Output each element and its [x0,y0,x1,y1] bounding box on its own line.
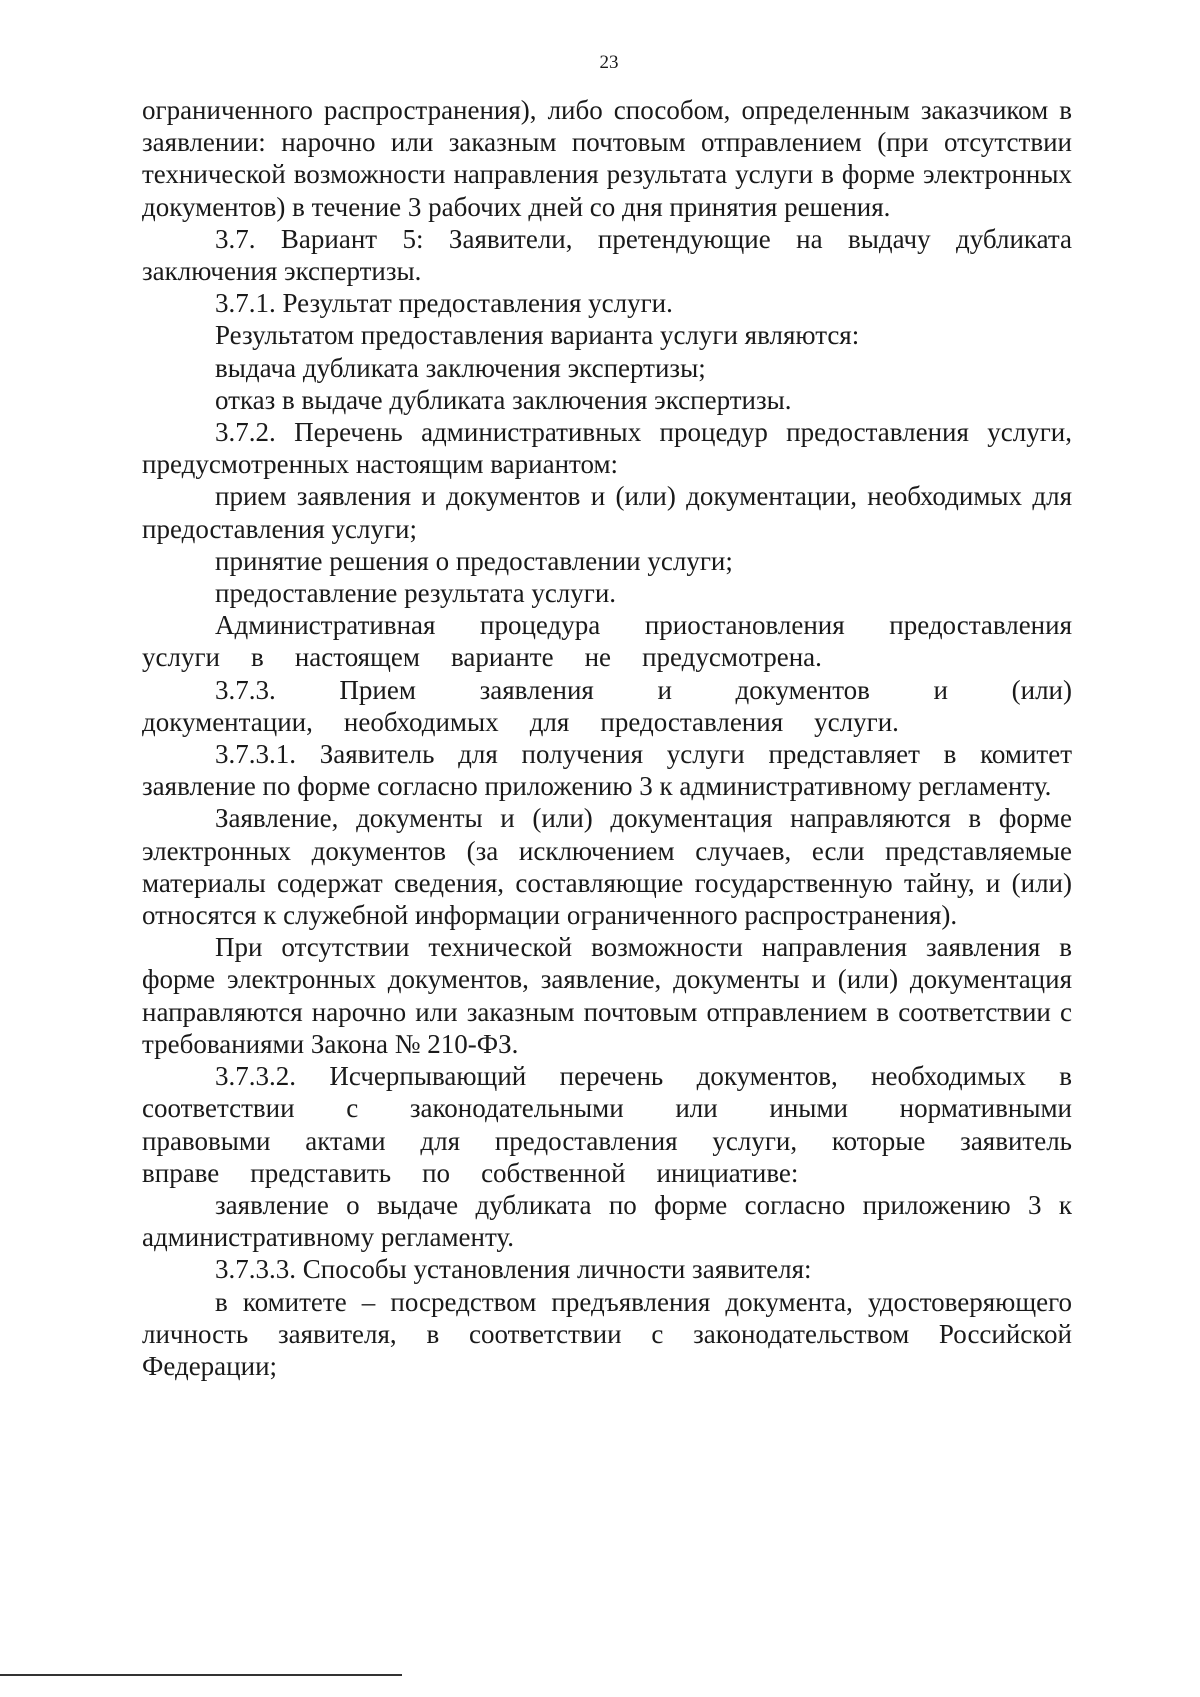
paragraph: принятие решения о предоставлении услуги; [215,545,733,576]
page-number: 23 [599,52,619,73]
paragraph: ограниченного распространения), либо способом, определенным заказчиком в заявлении: нарочно или заказным почтовым отправлением (при отсутствии технической возможности направления результата услуги в форме электронных документов) в течение 3 рабочих дней со дня принятия решения. [142,95,1072,222]
paragraph: Административная процедура приостановления предоставления услуги в настоящем варианте не предусмотрена. [142,610,1072,673]
paragraph: Заявление, документы и (или) документация направляются в форме электронных документов (за исключением случаев, если представляемые материалы содержат сведения, составляющие государственную тайну, и (или) относятся к служебной информации ограниченного распространения). [142,803,1072,931]
paragraph: 3.7.1. Результат предоставления услуги. [215,288,673,319]
paragraph: предоставление результата услуги. [215,578,617,609]
paragraph: отказ в выдаче дубликата заключения экспертизы. [215,384,792,415]
paragraph: 3.7.3.2. Исчерпывающий перечень документов, необходимых в соответствии с законодательными или иными нормативными правовыми актами для предоставления услуги, которые заявитель вправе представить по собственной инициативе: [142,1061,1072,1188]
footer-rule [0,1674,402,1676]
paragraph: 3.7.2. Перечень административных процедур предоставления услуги, предусмотренных настоящим вариантом: [142,417,1072,480]
paragraph: Результатом предоставления варианта услуги являются: [215,320,860,351]
paragraph: 3.7.3. Прием заявления и документов и (или) документации, необходимых для предоставления услуги. [142,674,1072,737]
paragraph: выдача дубликата заключения экспертизы; [215,352,706,383]
paragraph: При отсутствии технической возможности направления заявления в форме электронных документов, заявление, документы и (или) документация направляются нарочно или заказным почтовым отправлением в соответствии с требованиями Закона № 210-ФЗ. [142,932,1072,1059]
paragraph: заявление о выдаче дубликата по форме согласно приложению 3 к административному регламенту. [142,1189,1072,1253]
document-body [142,94,1072,1382]
paragraph: 3.7. Вариант 5: Заявители, претендующие на выдачу дубликата заключения экспертизы. [142,223,1072,287]
paragraph: прием заявления и документов и (или) документации, необходимых для предоставления услуги; [142,481,1072,544]
paragraph: в комитете – посредством предъявления документа, удостоверяющего личность заявителя, в соответствии с законодательством Российской Федерации; [142,1286,1072,1381]
paragraph: 3.7.3.3. Способы установления личности заявителя: [215,1254,812,1285]
paragraph: 3.7.3.1. Заявитель для получения услуги представляет в комитет заявление по форме согласно приложению 3 к административному регламенту. [142,739,1072,802]
